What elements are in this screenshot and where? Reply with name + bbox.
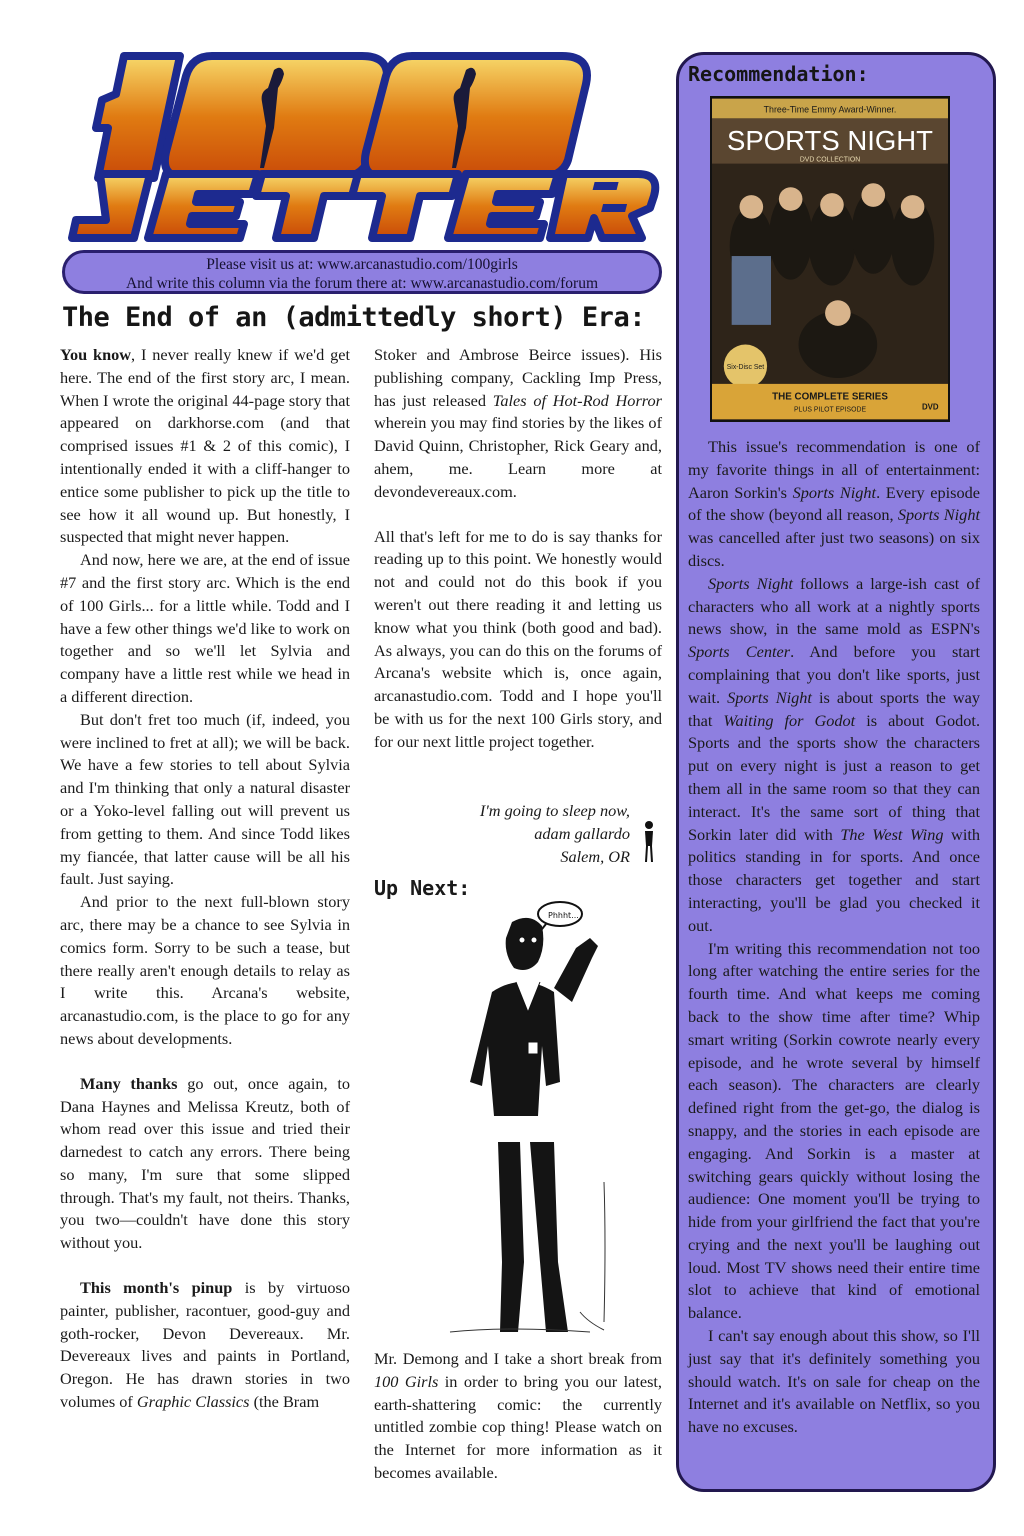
paragraph: And now, here we are, at the end of issue #7 and the first story arc. Which is the end of 100 Girls... for a little while. Todd and I have a few other things we'd like to work on together and so we'll let Sylvia and company have a little rest while we head in a different direction. xyxy=(60,550,350,706)
signoff xyxy=(440,800,630,868)
dvd-logo: DVD xyxy=(922,402,939,412)
paragraph-text: was cancelled after just two seasons) on six discs. xyxy=(688,528,980,570)
bold-lead: You know xyxy=(60,345,132,364)
italic-title: Sports Center xyxy=(688,642,791,662)
speech-bubble-text: Phhht... xyxy=(548,911,579,920)
forum-url-line: And write this column via the forum there at: www.arcanastudio.com/forum xyxy=(125,275,599,292)
bold-lead: Many thanks xyxy=(80,1073,178,1093)
paragraph-text: Mr. Demong and I take a short break from xyxy=(374,1349,662,1368)
italic-title: The West Wing xyxy=(840,824,944,844)
paragraph: All that's left for me to do is say thanks for reading up to this point. We honestly would not and could not do this book if you weren't out there reading it and letting us know what you think (both good and bad). As always, you can do this on the forums of Arcana's website which is, once again, arcanastudio.com. Todd and I hope you'll be with us for the next 100 Girls story, and for our next little project together. xyxy=(374,526,662,751)
paragraph-text: This issue's recommendation is one of my favorite things in all of entertainment: Aaron Sorkin's xyxy=(688,437,980,502)
paragraph-text: follows a large-ish cast of characters who all work at a nightly sports news show, in the same mold as ESPN's xyxy=(688,573,980,639)
dvd-complete-series: THE COMPLETE SERIES xyxy=(772,391,888,403)
paragraph-text: Stoker and Ambrose Beirce issues). His publishing company, Cackling Imp Press, has just released xyxy=(374,345,662,410)
paragraph-text: is about sports the way that xyxy=(688,687,980,730)
recommendation-title: Recommendation: xyxy=(688,62,869,86)
dvd-tagline: Three-Time Emmy Award-Winner. xyxy=(763,104,897,115)
recommendation-text xyxy=(688,436,980,1439)
bold-lead: This month's pinup xyxy=(80,1278,233,1298)
up-next-label: Up Next: xyxy=(374,876,471,900)
signoff-line: I'm going to sleep now, xyxy=(479,801,630,820)
italic-title: 100 Girls xyxy=(374,1371,439,1391)
paragraph-text: go out, once again, to Dana Haynes and Melissa Kreutz, both of whom read over this issue and tried their darnedest to catch any errors. There being so many, I'm sure that some slipped through. That's my fault, not theirs. Thanks, you two—couldn't have done this story without you. xyxy=(60,1073,351,1253)
paragraph xyxy=(688,436,980,573)
paragraph-text: wherein you may find stories by the likes of David Quinn, Christopher, Rick Geary and, ahem, me. Learn more at devondevereaux.com. xyxy=(374,413,662,501)
up-next-text xyxy=(374,1348,662,1485)
forum-info-banner xyxy=(62,250,662,294)
dvd-pilot: PLUS PILOT EPISODE xyxy=(793,406,867,414)
girl-figure-icon xyxy=(640,820,658,864)
zombie-cop-illustration xyxy=(420,892,630,1352)
paragraph-pinup xyxy=(60,1277,350,1414)
italic-title: Sports Night xyxy=(897,505,980,525)
visit-url-line: Please visit us at: www.arcanastudio.com/100girls xyxy=(206,256,518,273)
paragraph: I'm writing this recommendation not too long after watching the entire series for the fourth time. And what keeps me coming back to the show time after time? Whip smart writing (Sorkin cowrote nearly every episode, and he wrote several by himself each season). The characters are clearly defined right from the get-go, the dialog is snappy, and the stories in each episode are engaging. And Sorkin is a master at switching gears quickly without losing the audience: One moment you'll be trying to hide from your girlfriend the fact that you're crying and the next you'll be laughing out loud. Most TV shows need their entire time slot to achieve that kind of emotional balance. xyxy=(688,938,980,1323)
italic-title: Tales of Hot-Rod Horror xyxy=(492,390,662,410)
paragraph: But don't fret too much (if, indeed, you were inclined to fret at all); we will be back. We have a few stories to tell about Sylvia and I'm thinking that only a natural disaster or a Yoko-level falling out will prevent us from getting to them. And since Todd likes my fiancée, that latter cause will be all his fault. Just saying. xyxy=(60,709,350,889)
author-name: adam gallardo xyxy=(534,823,630,843)
paragraph: I can't say enough about this show, so I'll just say that it's definitely something you should watch. It's on sale for cheap on the Internet and it's available on Netflix, so you have no excuses. xyxy=(688,1326,980,1437)
paragraph-text: , I never really knew if we'd get here. The end of the first story arc, I mean. When I wrote the original 44-page story that appeared on darkhorse.com (and that comprised issues #1 & 2 of this comic), I intentionally ended it with a cliff-hanger to entice some publisher to pick up the title to see how it all wound up. But honestly, I suspected that might never happen. xyxy=(60,345,350,547)
dvd-badge: Six-Disc Set xyxy=(726,364,765,372)
paragraph-text: . And before you start complaining that you don't like sports, just wait. xyxy=(688,642,980,707)
paragraph-text: (the Bram xyxy=(249,1392,320,1412)
dvd-subtitle: DVD COLLECTION xyxy=(799,156,861,164)
paragraph: And prior to the next full-blown story arc, there may be a chance to see Sylvia in comics form. Sorry to be such a tease, but there really aren't enough details to relay as I write this. Arcana's website, arcanastudio.com, is the place to go for any news about developments. xyxy=(60,892,350,1048)
letters-column-middle xyxy=(374,344,662,754)
italic-title: Graphic Classics xyxy=(136,1392,250,1412)
letters-column-left xyxy=(60,344,350,1414)
italic-title: Waiting for Godot xyxy=(723,710,856,730)
sports-night-dvd-cover xyxy=(710,96,950,422)
paragraph-text: is about Godot. Sports and the sports show the characters put on every night is just a reason to get them all in the same room so that they can interact. It's the same sort of thing that Sorkin later did with xyxy=(688,710,981,844)
paragraph xyxy=(688,573,980,938)
column-heading: The End of an (admittedly short) Era: xyxy=(62,302,645,333)
paragraph-text: with politics standing in for sports. And once those characters get together and start interacting, you'll be glad you checked it out. xyxy=(688,824,981,935)
paragraph-text: is by virtuoso painter, publisher, racontuer, good-guy and goth-rocker, Devon Devereaux. Mr. Devereaux lives and paints in Portland, Oregon. He has drawn stories in two volumes of xyxy=(60,1278,350,1412)
paragraph-intro xyxy=(60,344,350,549)
italic-title: Sports Night xyxy=(727,687,812,707)
letters-logo xyxy=(62,48,670,258)
author-location: Salem, OR xyxy=(560,846,630,866)
paragraph xyxy=(374,344,662,504)
paragraph xyxy=(374,1348,662,1485)
italic-title: Sports Night xyxy=(708,573,793,593)
dvd-title: SPORTS NIGHT xyxy=(727,124,933,156)
paragraph-text: in order to bring you our latest, earth-shattering comic: the currently untitled zombie cop thing! Please watch on the Internet for more information as it becomes available. xyxy=(374,1371,662,1482)
paragraph-text: . Every episode of the show (beyond all reason, xyxy=(688,482,980,525)
italic-title: Sports Night xyxy=(792,482,877,502)
paragraph-thanks xyxy=(60,1073,350,1255)
